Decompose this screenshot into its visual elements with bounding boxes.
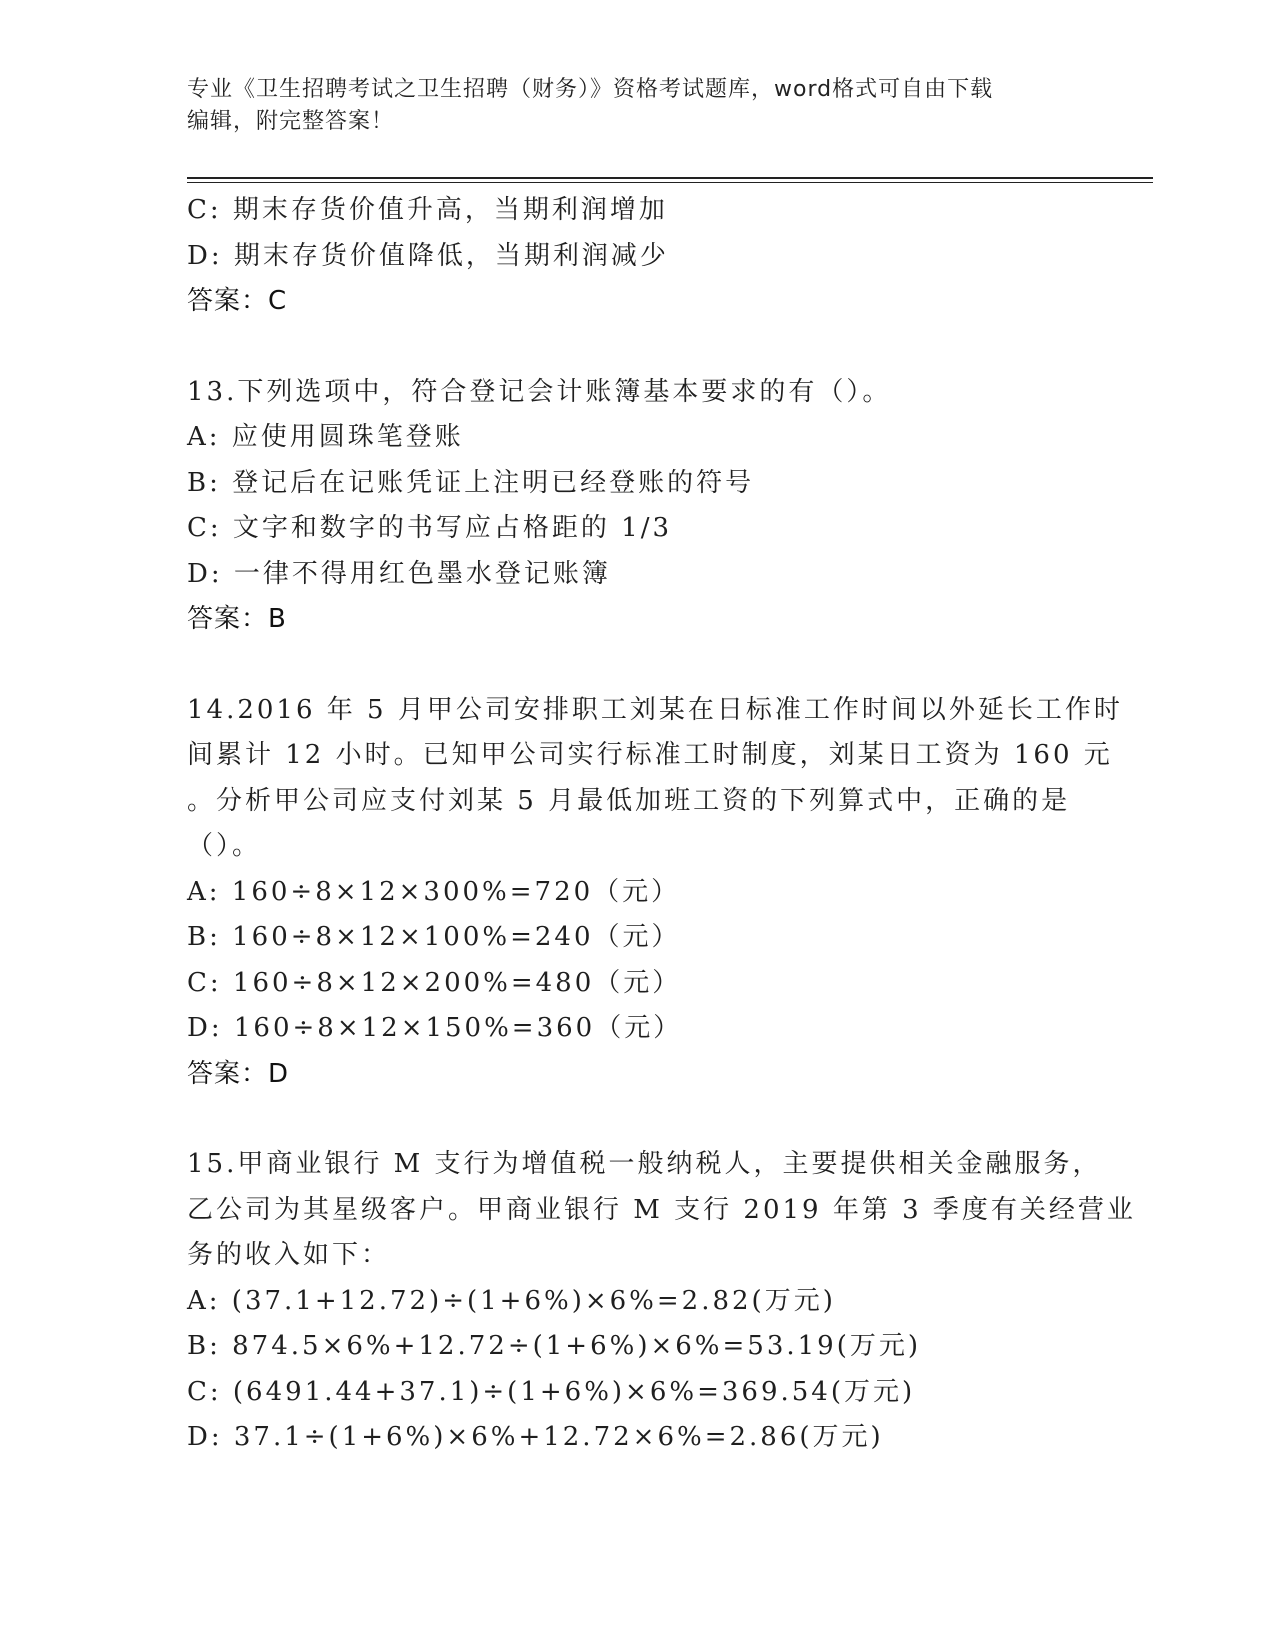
option-c: C: (6491.44+37.1)÷(1+6%)×6%=369.54(万元) [187, 1376, 916, 1407]
question-12 [187, 188, 1087, 325]
question-13 [187, 370, 1087, 643]
option-d: D: 一律不得用红色墨水登记账簿 [187, 558, 611, 589]
question-stem: 13.下列选项中，符合登记会计账簿基本要求的有（）。 [187, 376, 892, 407]
header-line-2: 编辑，附完整答案！ [187, 109, 395, 134]
option-d: D: 160÷8×12×150%=360（元） [187, 1013, 683, 1043]
option-c: C: 期末存货价值升高，当期利润增加 [187, 195, 668, 225]
question-stem-line: 。分析甲公司应支付刘某 5 月最低加班工资的下列算式中，正确的是 [187, 785, 1071, 816]
header-line-1: 专业《卫生招聘考试之卫生招聘（财务）》资格考试题库，word格式可自由下载 [187, 77, 994, 102]
header-divider-thin [187, 182, 1153, 183]
option-a: A: 应使用圆珠笔登账 [187, 422, 464, 452]
option-c: C: 文字和数字的书写应占格距的 1/3 [187, 513, 673, 543]
option-a: A: (37.1+12.72)÷(1+6%)×6%=2.82(万元) [187, 1285, 836, 1316]
question-stem-line: 乙公司为其星级客户。甲商业银行 M 支行 2019 年第 3 季度有关经营业 [187, 1194, 1136, 1225]
question-stem-line: 务的收入如下： [187, 1240, 391, 1270]
question-14 [187, 688, 1123, 1098]
question-stem-line: （）。 [187, 831, 262, 861]
option-b: B: 登记后在记账凭证上注明已经登账的符号 [187, 467, 755, 498]
question-stem-line: 14.2016 年 5 月甲公司安排职工刘某在日标准工作时间以外延长工作时 [187, 694, 1123, 725]
option-b: B: 160÷8×12×100%=240（元） [187, 922, 681, 952]
question-stem-line: 间累计 12 小时。已知甲公司实行标准工时制度，刘某日工资为 160 元 [187, 740, 1113, 770]
option-c: C: 160÷8×12×200%=480（元） [187, 967, 682, 998]
answer-line: 答案：D [187, 1058, 290, 1089]
header-divider-thick [187, 177, 1153, 179]
document-header [187, 74, 1087, 138]
question-stem-line: 15.甲商业银行 M 支行为增值税一般纳税人，主要提供相关金融服务， [187, 1149, 1102, 1179]
option-d: D: 37.1÷(1+6%)×6%+12.72×6%=2.86(万元) [187, 1422, 884, 1452]
question-content [187, 188, 1136, 1461]
answer-line: 答案：C [187, 286, 288, 316]
option-b: B: 874.5×6%+12.72÷(1+6%)×6%=53.19(万元) [187, 1331, 921, 1361]
answer-line: 答案：B [187, 604, 287, 634]
option-d: D: 期末存货价值降低，当期利润减少 [187, 240, 669, 271]
option-a: A: 160÷8×12×300%=720（元） [187, 876, 681, 907]
question-15 [187, 1142, 1136, 1461]
